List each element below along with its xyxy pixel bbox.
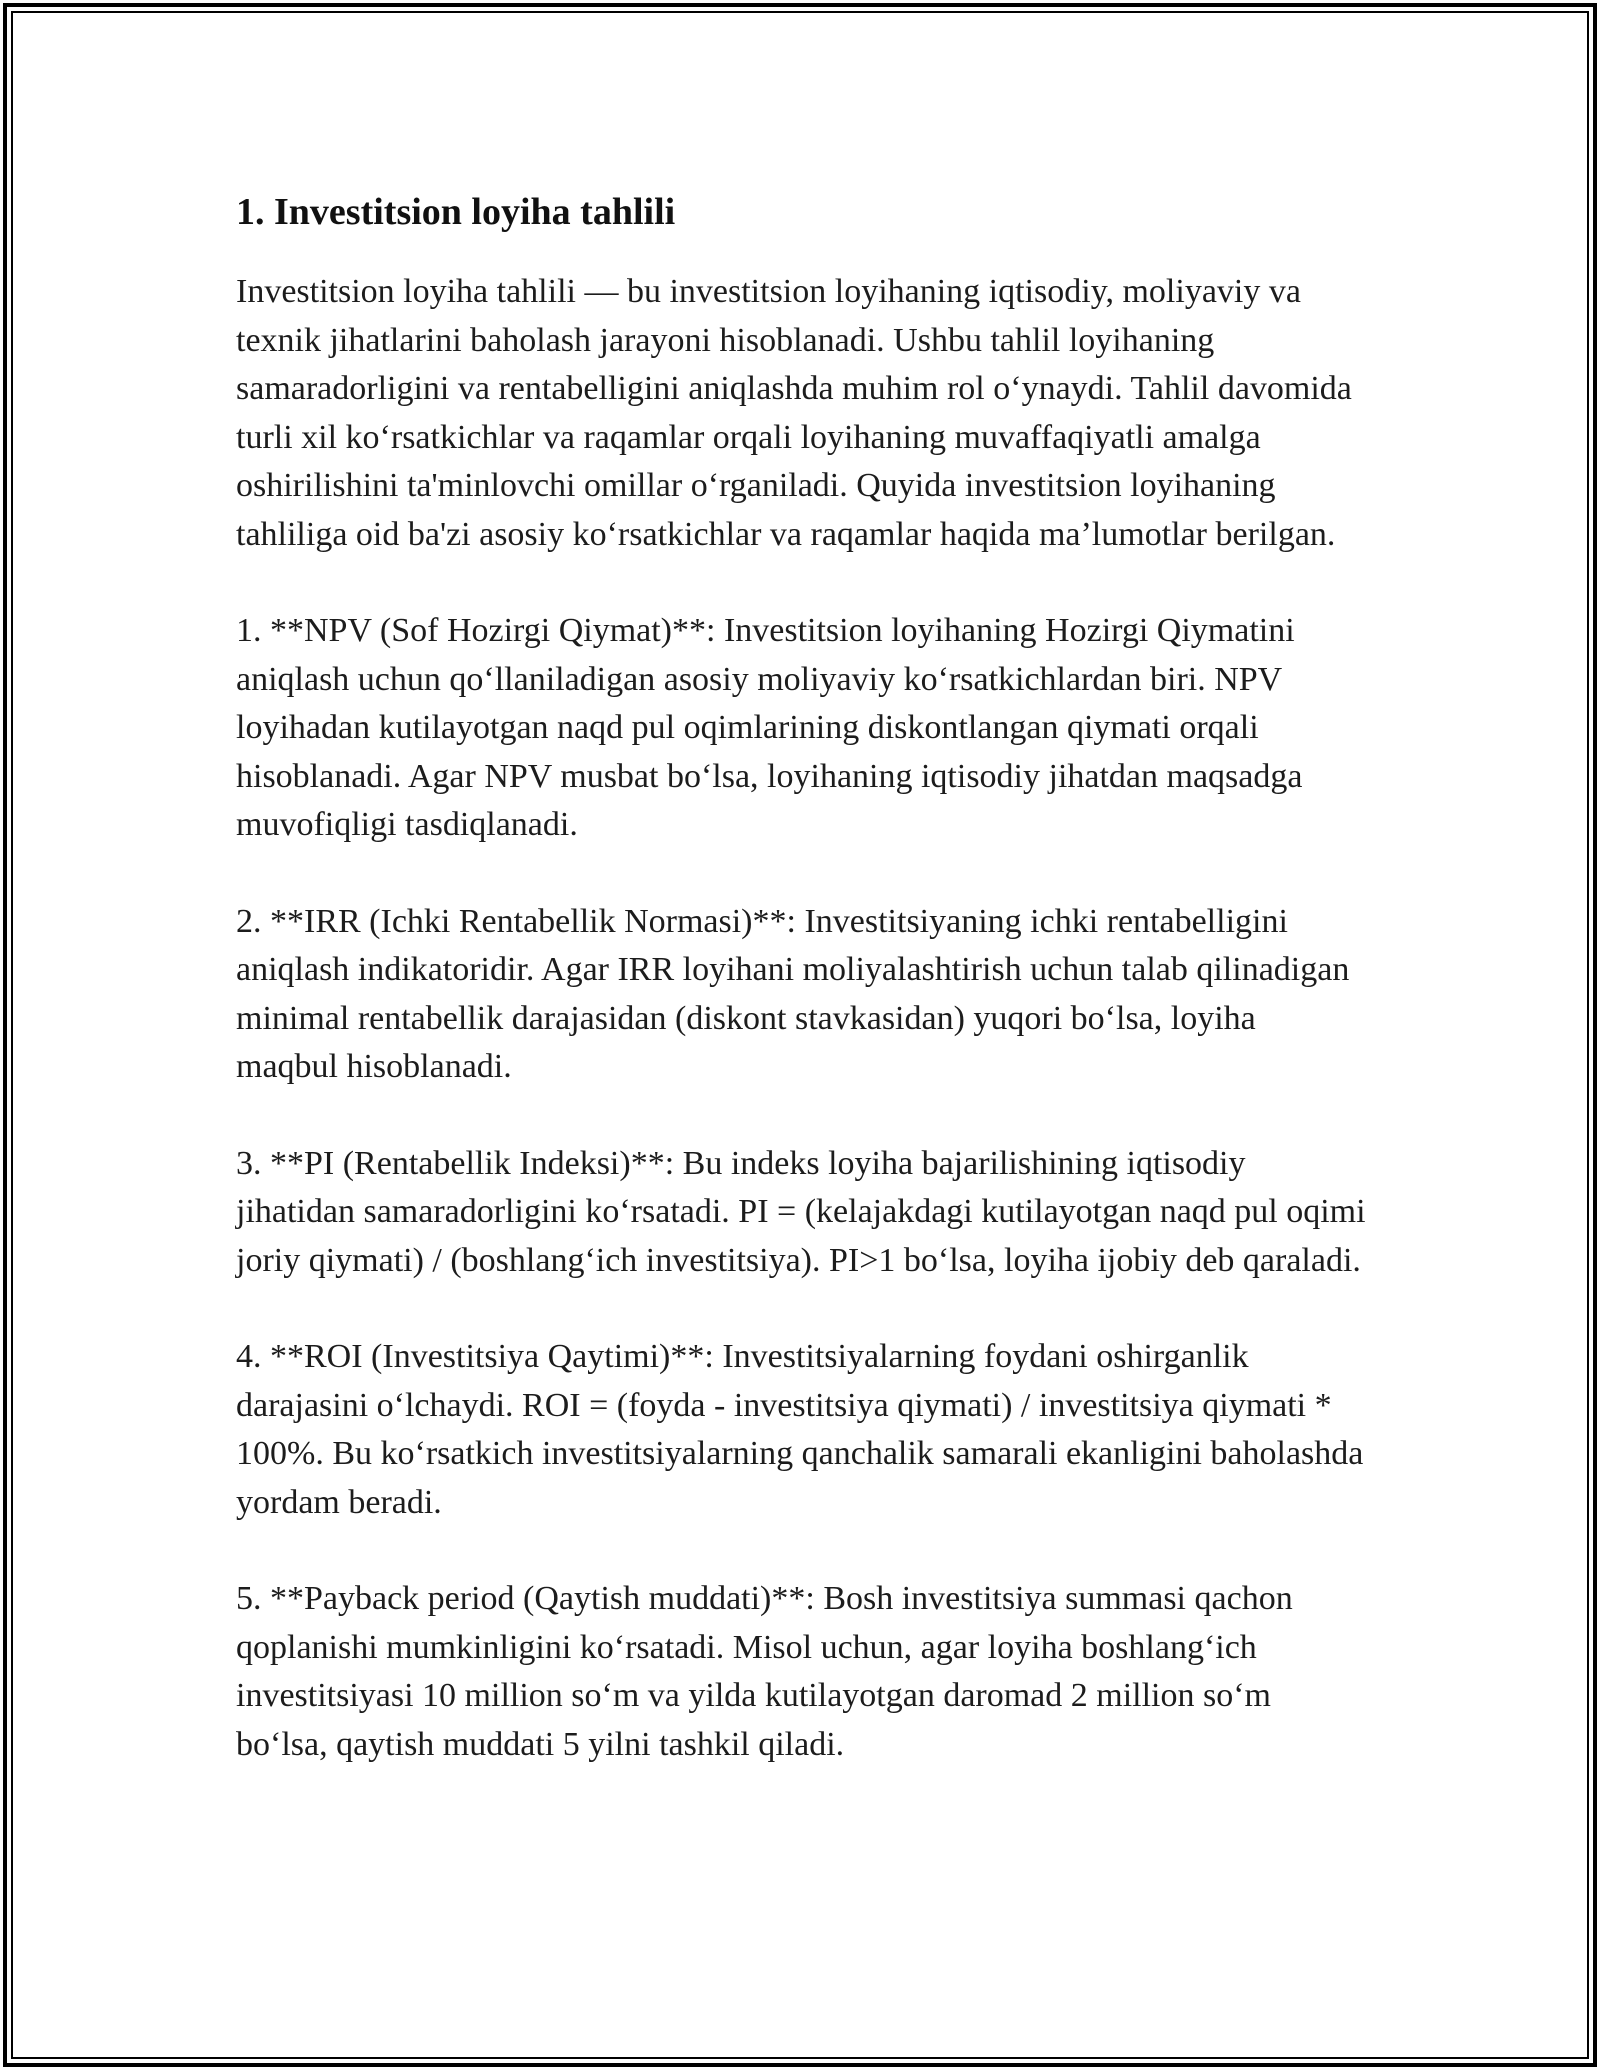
item-npv-paragraph: 1. **NPV (Sof Hozirgi Qiymat)**: Investitsion loyihaning Hozirgi Qiymatini aniqlash uchun qo‘llaniladigan asosiy moliyaviy ko‘rsatkichlardan biri. NPV loyihadan kutilayotgan naqd pul oqimlarining diskontlangan qiymati orqali hisoblanadi. Agar NPV musbat bo‘lsa, loyihaning iqtisodiy jihatdan maqsadga muvofiqligi tasdiqlanadi. [236, 612, 1303, 843]
item-roi-paragraph: 4. **ROI (Investitsiya Qaytimi)**: Investitsiyalarning foydani oshirganlik darajasini o‘lchaydi. ROI = (foyda - investitsiya qiymati) / investitsiya qiymati * 100%. Bu ko‘rsatkich investitsiyalarning qanchalik samarali ekanligini baholashda yordam beradi. [236, 1338, 1364, 1521]
intro-paragraph: Investitsion loyiha tahlili — bu investitsion loyihaning iqtisodiy, moliyaviy va texnik jihatlarini baholash jarayoni hisoblanadi. Ushbu tahlil loyihaning samaradorligini va rentabelligini aniqlashda muhim rol o‘ynaydi. Tahlil davomida turli xil ko‘rsatkichlar va raqamlar orqali loyihaning muvaffaqiyatli amalga oshirilishini ta'minlovchi omillar o‘rganiladi. Quyida investitsion loyihaning tahliliga oid ba'zi asosiy ko‘rsatkichlar va raqamlar haqida ma’lumotlar berilgan. [236, 273, 1352, 553]
document-body [236, 186, 1366, 1817]
item-irr-paragraph: 2. **IRR (Ichki Rentabellik Normasi)**: Investitsiyaning ichki rentabelligini aniqlash indikatoridir. Agar IRR loyihani moliyalashtirish uchun talab qilinadigan minimal rentabellik darajasidan (diskont stavkasidan) yuqori bo‘lsa, loyiha maqbul hisoblanadi. [236, 902, 1350, 1085]
item-pi-paragraph: 3. **PI (Rentabellik Indeksi)**: Bu indeks loyiha bajarilishining iqtisodiy jihatidan samaradorligini ko‘rsatadi. PI = (kelajakdagi kutilayotgan naqd pul oqimi joriy qiymati) / (boshlang‘ich investitsiya). PI>1 bo‘lsa, loyiha ijobiy deb qaraladi. [236, 1144, 1366, 1279]
section-title: 1. Investitsion loyiha tahlili [236, 191, 676, 233]
item-payback-paragraph: 5. **Payback period (Qaytish muddati)**: Bosh investitsiya summasi qachon qoplanishi mumkinligini ko‘rsatadi. Misol uchun, agar loyiha boshlang‘ich investitsiyasi 10 million so‘m va yilda kutilayotgan daromad 2 million so‘m bo‘lsa, qaytish muddati 5 yilni tashkil qiladi. [236, 1580, 1293, 1763]
